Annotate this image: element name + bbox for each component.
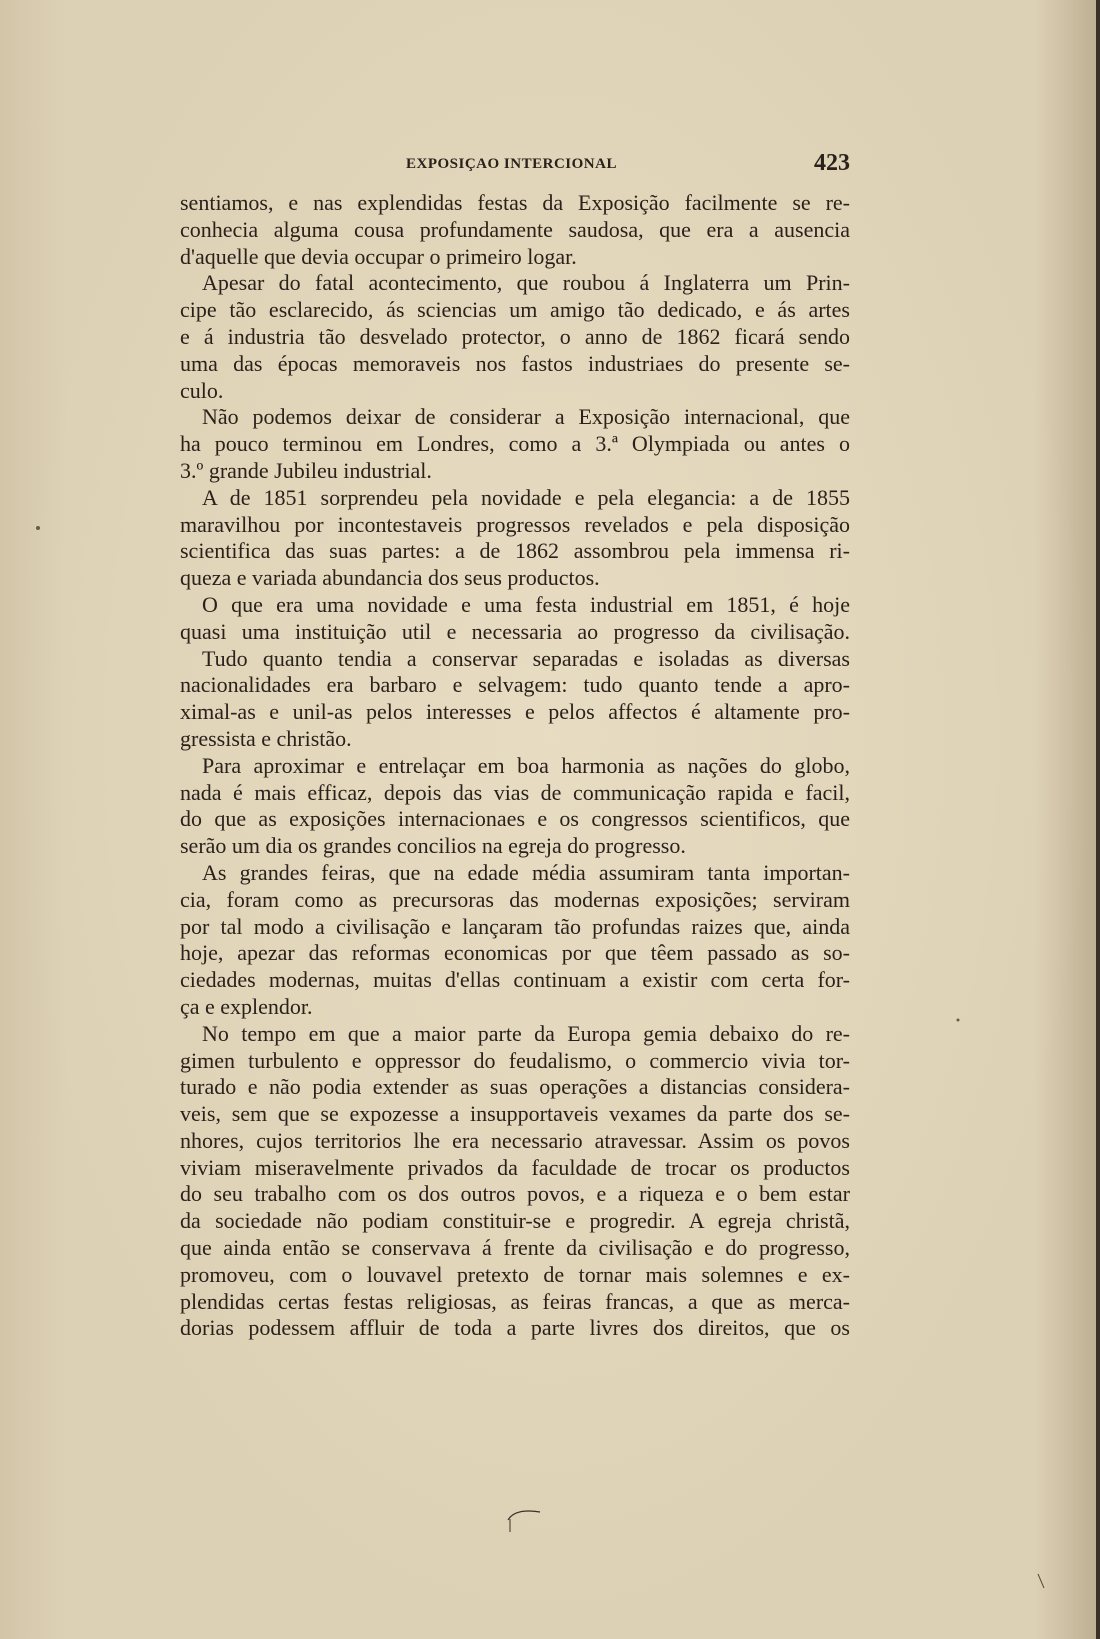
paragraph-start-line: Tudo quanto tendia a conservar separadas e isoladas as diversas: [202, 645, 850, 671]
text-line: ximal-as e unil-as pelos interesses e pelos affectos é altamente pro-: [180, 699, 850, 725]
text-line: serão um dia os grandes concilios na egreja do progresso.: [180, 833, 686, 859]
text-line: plendidas certas festas religiosas, as feiras francas, a que as merca-: [180, 1288, 850, 1314]
text-line: cia, foram como as precursoras das modernas exposições; serviram: [180, 886, 850, 912]
paragraph-start-line: Para aproximar e entrelaçar em boa harmonia as nações do globo,: [202, 752, 850, 778]
text-line: promoveu, com o louvavel pretexto de tornar mais solemnes e ex-: [180, 1261, 850, 1287]
paragraph-start-line: Não podemos deixar de considerar a Exposição internacional, que: [202, 404, 850, 430]
text-line: ciedades modernas, muitas d'ellas continuam a existir com certa for-: [180, 967, 850, 993]
paragraph-start-line: As grandes feiras, que na edade média assumiram tanta importan-: [202, 859, 850, 885]
text-line: nacionalidades era barbaro e selvagem: tudo quanto tende a apro-: [180, 672, 850, 698]
text-line: scientifica das suas partes: a de 1862 assombrou pela immensa ri-: [180, 538, 850, 564]
text-line: maravilhou por incontestaveis progressos revelados e pela disposição: [180, 511, 850, 537]
text-line: queza e variada abundancia dos seus productos.: [180, 565, 600, 591]
text-line: gimen turbulento e oppressor do feudalismo, o commercio vivia tor-: [180, 1047, 850, 1073]
text-line: gressista e christão.: [180, 725, 352, 751]
paper-scratch-mark: [1038, 1574, 1044, 1588]
running-title: EXPOSIÇAO INTERCIONAL: [406, 156, 617, 172]
text-line: da sociedade não podiam constituir-se e progredir. A egreja christã,: [180, 1208, 850, 1234]
paper-speck-mark: [957, 1019, 960, 1022]
text-line: ha pouco terminou em Londres, como a 3.ª Olympiada ou antes o: [180, 431, 850, 457]
text-line: nhores, cujos territorios lhe era necessario atravessar. Assim os povos: [180, 1127, 850, 1153]
text-line: nada é mais efficaz, depois das vias de communicação rapida e facil,: [180, 779, 850, 805]
text-line: veis, sem que se expozesse a insupportaveis vexames da parte dos se-: [180, 1101, 850, 1127]
text-line: ça e explendor.: [180, 993, 313, 1019]
text-line: uma das épocas memoraveis nos fastos industriaes do presente se-: [180, 350, 850, 376]
paragraph-start-line: No tempo em que a maior parte da Europa gemia debaixo do re-: [202, 1020, 850, 1046]
text-line: culo.: [180, 377, 224, 403]
text-line: hoje, apezar das reformas economicas por que têem passado as so-: [180, 940, 850, 966]
text-line: 3.º grande Jubileu industrial.: [180, 457, 432, 483]
text-line: cipe tão esclarecido, ás sciencias um amigo tão dedicado, e ás artes: [180, 297, 850, 323]
text-line: do que as exposições internacionaes e os congressos scientificos, que: [180, 806, 850, 832]
paragraph-start-line: A de 1851 sorprendeu pela novidade e pela elegancia: a de 1855: [202, 484, 850, 510]
paper-speck-mark: [36, 526, 40, 530]
text-line: turado e não podia extender as suas operações a distancias considera-: [180, 1074, 850, 1100]
page-number: 423: [814, 150, 850, 176]
text-line: que ainda então se conservava á frente da civilisação e do progresso,: [180, 1235, 850, 1261]
text-line: sentiamos, e nas explendidas festas da Exposição facilmente se re-: [180, 190, 850, 215]
text-line: quasi uma instituição util e necessaria ao progresso da civilisação.: [180, 618, 850, 644]
text-line: por tal modo a civilisação e lançaram tão profundas raizes que, ainda: [180, 913, 850, 939]
text-line: dorias podessem affluir de toda a parte livres dos direitos, que os: [180, 1315, 850, 1341]
paragraph-start-line: Apesar do fatal acontecimento, que roubou á Inglaterra um Prin-: [202, 270, 850, 296]
text-line: d'aquelle que devia occupar o primeiro logar.: [180, 243, 577, 269]
text-line: do seu trabalho com os dos outros povos, e a riqueza e o bem estar: [180, 1181, 850, 1207]
text-line: conhecia alguma cousa profundamente saudosa, que era a ausencia: [180, 216, 850, 242]
text-line: viviam miseravelmente privados da faculdade de trocar os productos: [180, 1154, 850, 1180]
text-line: e á industria tão desvelado protector, o anno de 1862 ficará sendo: [180, 323, 850, 349]
ink-stroke-mark: [508, 1511, 540, 1520]
paragraph-start-line: O que era uma novidade e uma festa industrial em 1851, é hoje: [202, 591, 850, 617]
